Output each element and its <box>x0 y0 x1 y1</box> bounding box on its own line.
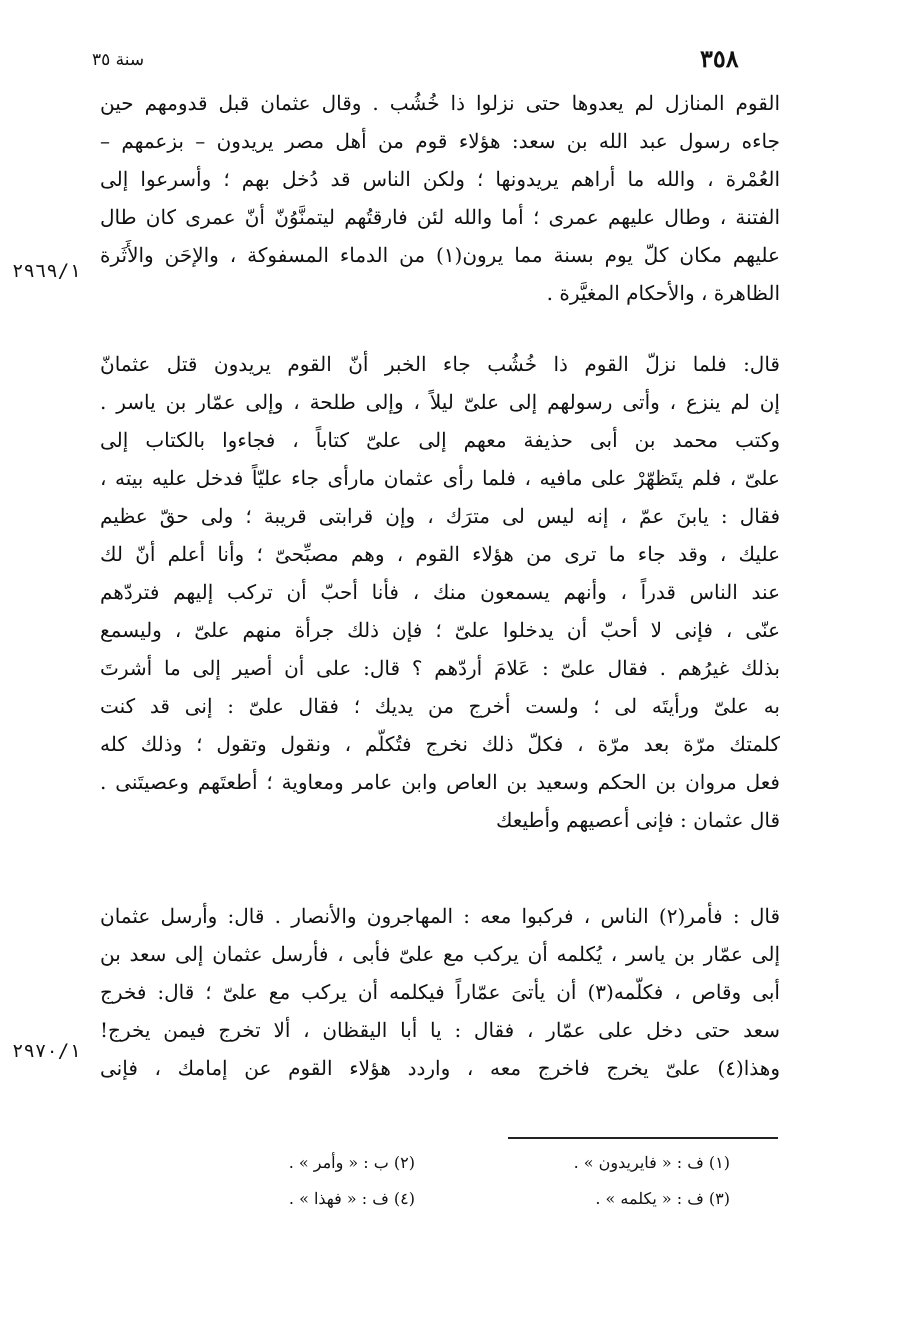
paragraph-1 <box>100 84 780 312</box>
margin-reference: ٢٩٧٠/١ <box>12 1040 81 1062</box>
year-header: سنة ٣٥ <box>92 50 145 70</box>
text-line: بذلك غيرُهم . فقال علىّ : عَلامَ أردّهم ؟ قال: على أن أصير إلى ما أشرتَ <box>100 656 780 680</box>
footnote-rule <box>508 1137 778 1139</box>
text-line: أبى وقاص ، فكلّمه(٣) أن يأتىَ عمّاراً فيكلمه أن يركب مع علىّ ؛ قال: فخرج <box>100 980 780 1004</box>
text-line: العُمْرة ، والله ما أراهم يريدونها ؛ ولكن الناس قد دُخل بهم ؛ وأسرعوا إلى <box>100 167 780 191</box>
text-line: عليك ، وقد جاء ما ترى من هؤلاء القوم ، وهم مصبِّحىّ ؛ وأنا أعلم أنّ لك <box>100 542 780 566</box>
text-line: فقال : يابنَ عمّ ، إنه ليس لى مترَك ، وإن قرابتى قريبة ؛ ولى حقّ عظيم <box>100 504 780 528</box>
paragraph-3 <box>100 897 780 1087</box>
paragraph-2 <box>100 345 780 839</box>
text-line: قال: فلما نزلّ القوم ذا خُشُب جاء الخبر أنّ القوم يريدون قتل عثمانّ <box>100 352 780 376</box>
text-line: سعد حتى دخل على عمّار ، فقال : يا أبا اليقظان ، ألا تخرج فيمن يخرج! <box>100 1018 780 1042</box>
text-line: وهذا(٤) علىّ يخرج فاخرج معه ، واردد هؤلاء القوم عن إمامك ، فإنى <box>100 1056 780 1080</box>
footnote: (٢) ب : « وأمر » . <box>288 1153 415 1172</box>
text-line: قال : فأمر(٢) الناس ، فركبوا معه : المهاجرون والأنصار . قال: وأرسل عثمان <box>100 904 780 928</box>
text-line: جاءه رسول عبد الله بن سعد: هؤلاء قوم من أهل مصر يريدون – بزعمهم – <box>100 129 780 153</box>
page-number: ٣٥٨ <box>700 44 739 73</box>
text-line: عند الناس قدراً ، وأنهم يسمعون منك ، فأنا أحبّ أن تركب إليهم فتردّهم <box>100 580 780 604</box>
text-line: القوم المنازل لم يعدوها حتى نزلوا ذا خُشُب . وقال عثمان قبل قدومهم حين <box>100 91 780 115</box>
text-line: إن لم ينزع ، وأتى رسولهم إلى علىّ ليلاً ، وإلى طلحة ، وإلى عمّار بن ياسر . <box>100 390 780 414</box>
margin-reference: ٢٩٦٩/١ <box>12 260 81 282</box>
footnote: (٣) ف : « يكلمه » . <box>595 1189 730 1208</box>
text-line: فعل مروان بن الحكم وسعيد بن العاص وابن عامر ومعاوية ؛ أطعتَهم وعصيتَنى . <box>100 770 780 794</box>
text-line: عنّى ، فإنى لا أحبّ أن يدخلوا علىّ ؛ فإن ذلك جرأة منهم علىّ ، وليسمع <box>100 618 780 642</box>
text-line: به علىّ ورأيتَه لى ؛ ولست أخرج من يديك ؛ فقال علىّ : إنى قد كنت <box>100 694 780 718</box>
text-line: وكتب محمد بن أبى حذيفة معهم إلى علىّ كتاباً ، فجاءوا بالكتاب إلى <box>100 428 780 452</box>
text-line: قال عثمان : فإنى أعصيهم وأطيعك <box>496 808 780 832</box>
footnote: (٤) ف : « فهذا » . <box>288 1189 415 1208</box>
text-line: الظاهرة ، والأحكام المغيَّرة . <box>546 281 780 305</box>
text-line: الفتنة ، وطال عليهم عمرى ؛ أما والله لئن فارقتُهم ليتمنَّوُنّ أنّ عمرى كان طال <box>100 205 780 229</box>
text-line: عليهم مكان كلّ يوم بسنة مما يرون(١) من الدماء المسفوكة ، والإحَن والأَثَرة <box>100 243 780 267</box>
text-line: كلمتك مرّة بعد مرّة ، فكلّ ذلك نخرج فتُكلّم ، ونقول وتقول ؛ وذلك كله <box>100 732 780 756</box>
text-line: إلى عمّار بن ياسر ، يُكلمه أن يركب مع علىّ فأبى ، فأرسل عثمان إلى سعد بن <box>100 942 780 966</box>
text-line: علىّ ، فلم يتَظهّرْ على مافيه ، فلما رأى عثمان مارأى جاء عليّاً فدخل عليه بيته ، <box>100 466 780 490</box>
footnote: (١) ف : « فايريدون » . <box>573 1153 730 1172</box>
